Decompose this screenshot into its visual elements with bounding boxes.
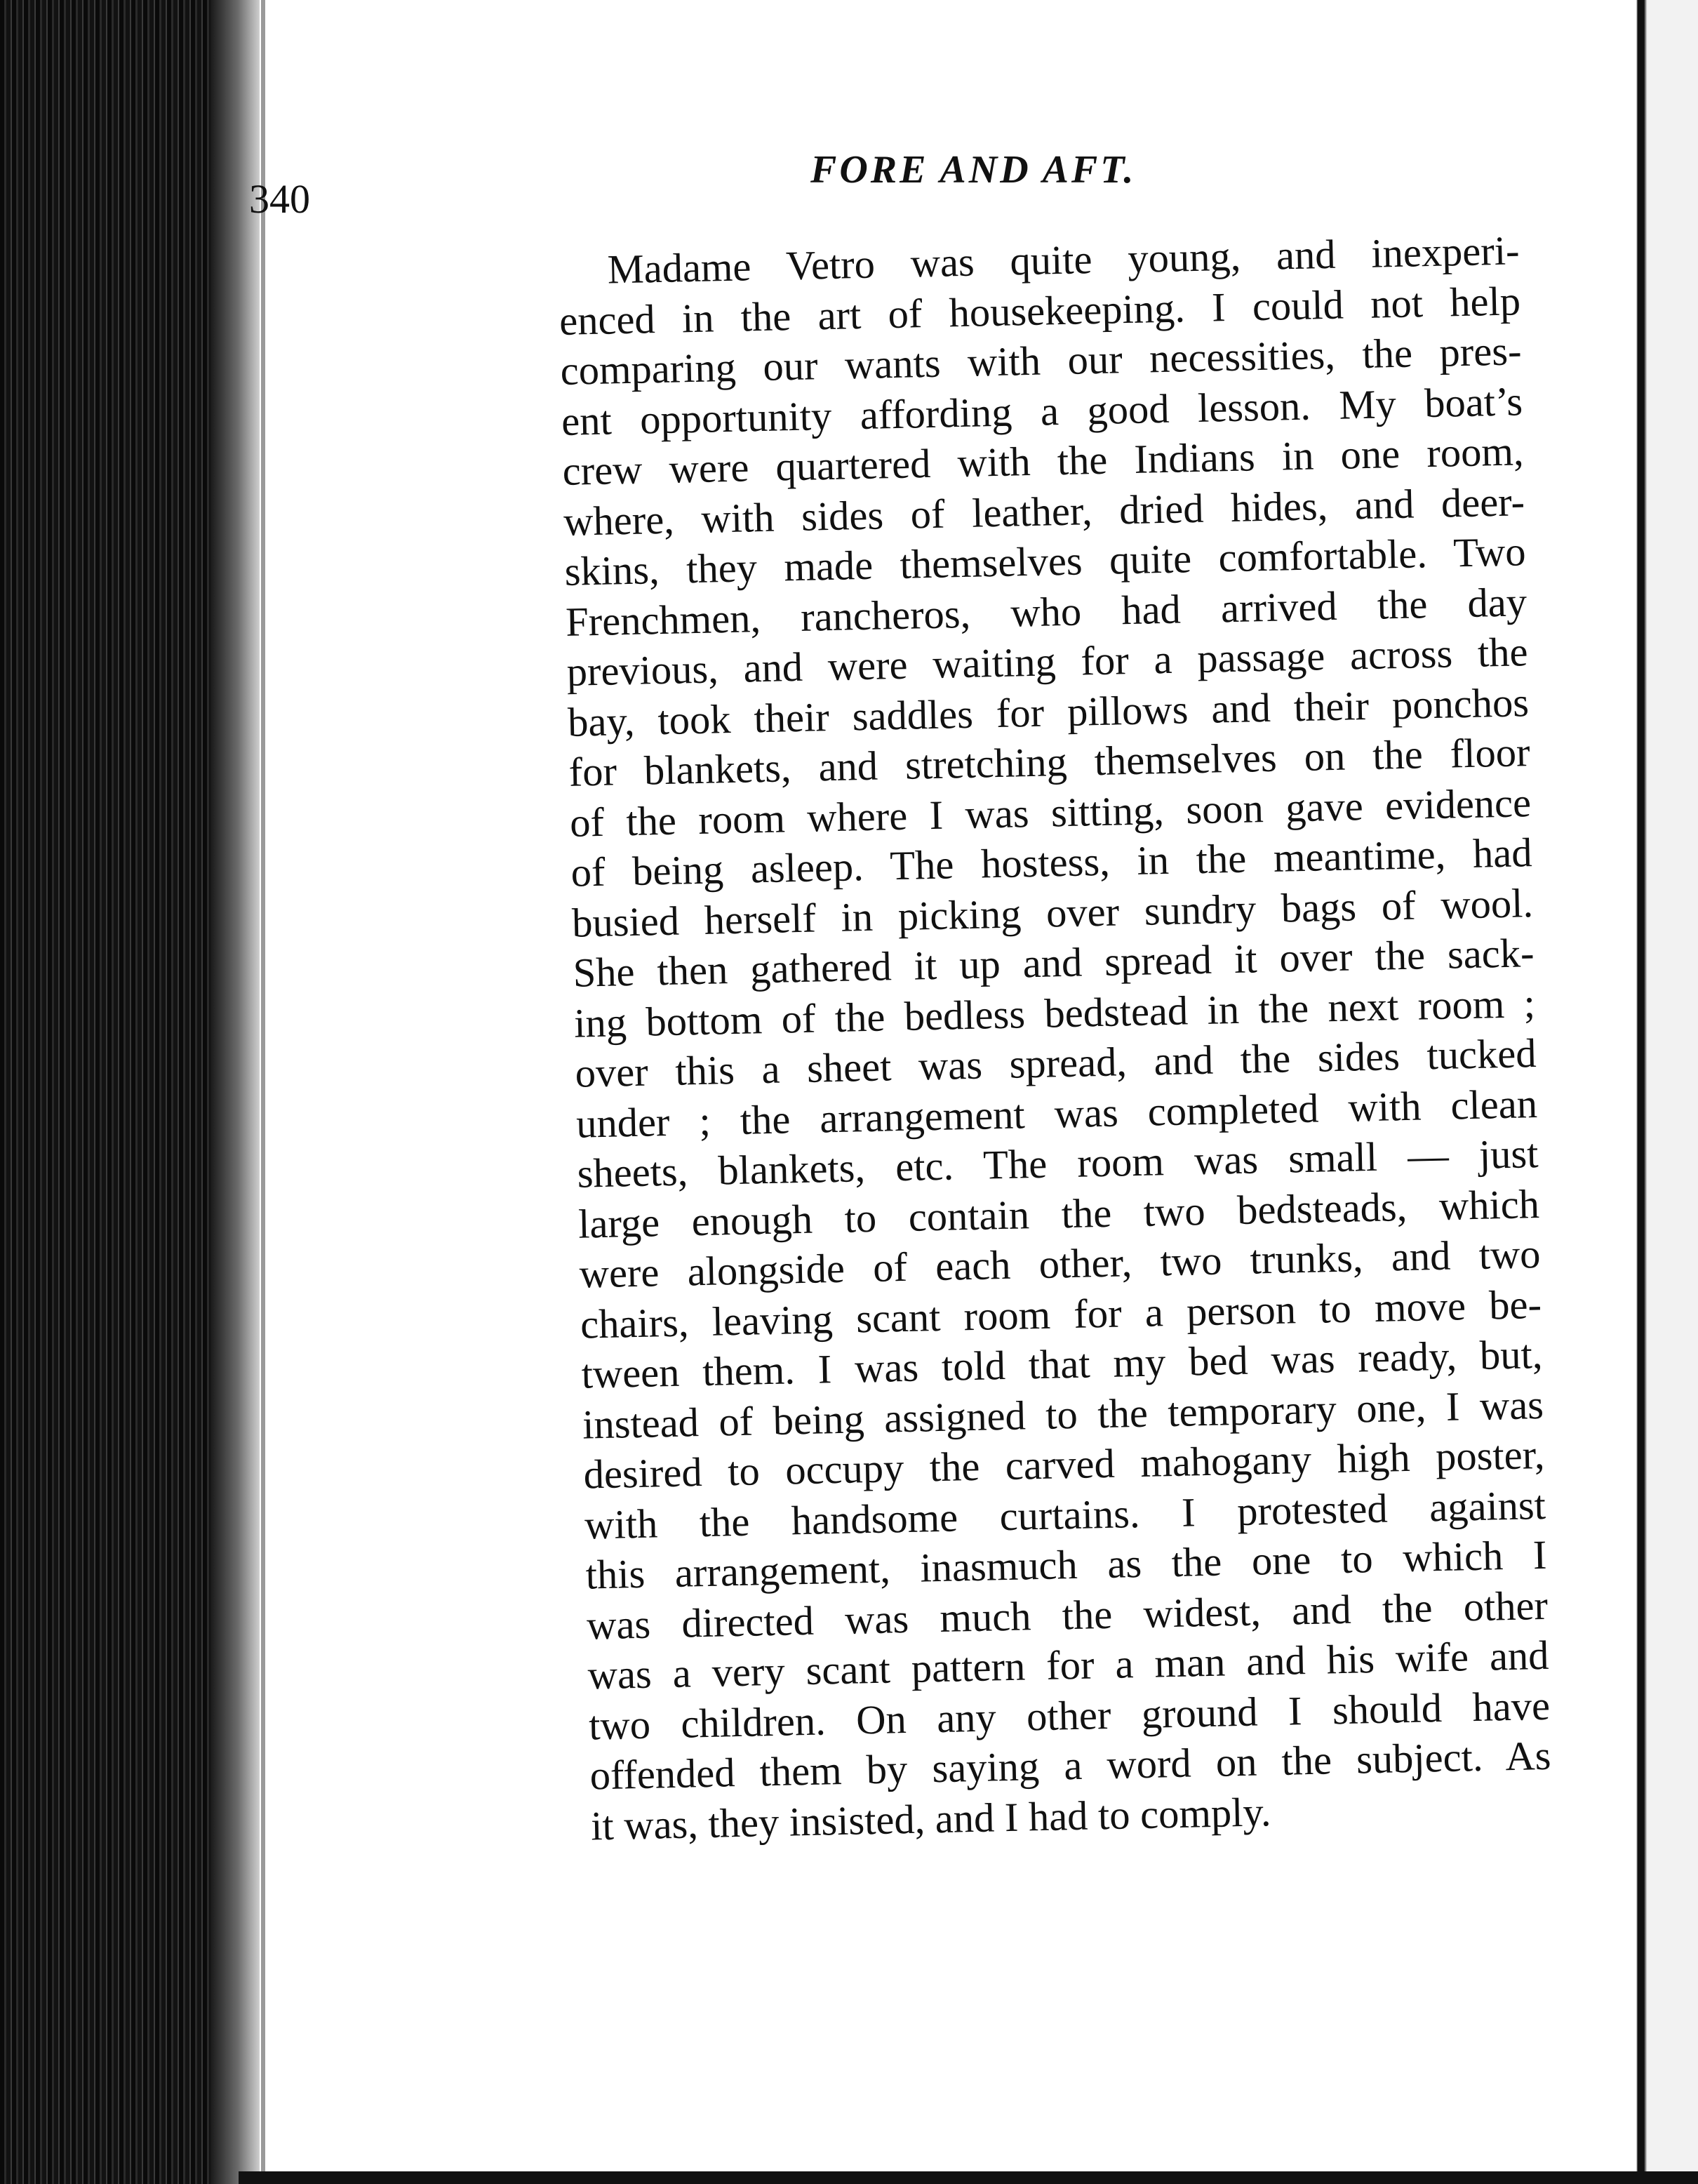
bottom-page-edge: [239, 2171, 1698, 2184]
text-line: with the handsome curtains. I protested against: [584, 1481, 1546, 1548]
text-line: was directed was much the widest, and the other: [586, 1582, 1549, 1649]
text-line: She then gathered it up and spread it over the sack-: [573, 930, 1535, 996]
text-line: bay, took their saddles for pillows and their ponchos: [567, 679, 1530, 745]
text-line: instead of being assigned to the temporary one, I was: [582, 1381, 1544, 1448]
text-line: over this a sheet was spread, and the sides tucked: [575, 1030, 1537, 1096]
running-head: FORE AND AFT.: [810, 148, 1137, 192]
text-line: desired to occupy the carved mahogany high poster,: [583, 1431, 1546, 1498]
text-line: it was, they insisted, and I had to comply.: [590, 1788, 1272, 1849]
text-line: chairs, leaving scant room for a person to move be-: [580, 1281, 1542, 1347]
text-line: for blankets, and stretching themselves on the floor: [568, 729, 1531, 795]
text-line: previous, and were waiting for a passage across the: [566, 629, 1529, 695]
page-number: 340: [249, 176, 310, 222]
text-line: comparing our wants with our necessities, the pres-: [560, 328, 1523, 394]
text-line: large enough to contain the two bedsteads, which: [577, 1180, 1540, 1247]
right-page-edge: [1621, 0, 1698, 2184]
text-line: two children. On any other ground I should have: [588, 1682, 1551, 1749]
text-line: this arrangement, inasmuch as the one to which I: [584, 1531, 1548, 1598]
text-line: ing bottom of the bedless bedstead in the next room ;: [573, 980, 1536, 1046]
text-line: Frenchmen, rancheros, who had arrived the day: [565, 578, 1527, 645]
text-line: Madame Vetro was quite young, and inexperi-: [607, 227, 1520, 293]
text-line: busied herself in picking over sundry bags of wool.: [571, 879, 1534, 946]
text-line: of the room where I was sitting, soon gave evidence: [569, 779, 1532, 846]
text-line: of being asleep. The hostess, in the meantime, had: [570, 830, 1533, 895]
text-line: under ; the arrangement was completed with clean: [575, 1080, 1538, 1147]
text-line: tween them. I was told that my bed was ready, but,: [581, 1331, 1544, 1397]
page-header: [249, 140, 1302, 225]
gutter-line: [261, 0, 265, 2184]
text-line: offended them by saying a word on the subject. As: [589, 1732, 1552, 1799]
text-line: where, with sides of leather, dried hides, and deer-: [563, 478, 1525, 545]
text-line: crew were quartered with the Indians in one room,: [562, 428, 1525, 494]
spine-shadow: [210, 0, 260, 2184]
text-line: ent opportunity affording a good lesson. My boat’s: [561, 378, 1523, 444]
text-line: sheets, blankets, etc. The room was small — just: [577, 1131, 1539, 1197]
text-line: enced in the art of housekeeping. I could not help: [559, 277, 1521, 344]
body-text: [558, 225, 1553, 1851]
text-line: were alongside of each other, two trunks, and two: [579, 1230, 1542, 1297]
text-line: skins, they made themselves quite comfortable. Two: [564, 528, 1527, 594]
text-line: was a very scant pattern for a man and his wife and: [587, 1632, 1550, 1698]
